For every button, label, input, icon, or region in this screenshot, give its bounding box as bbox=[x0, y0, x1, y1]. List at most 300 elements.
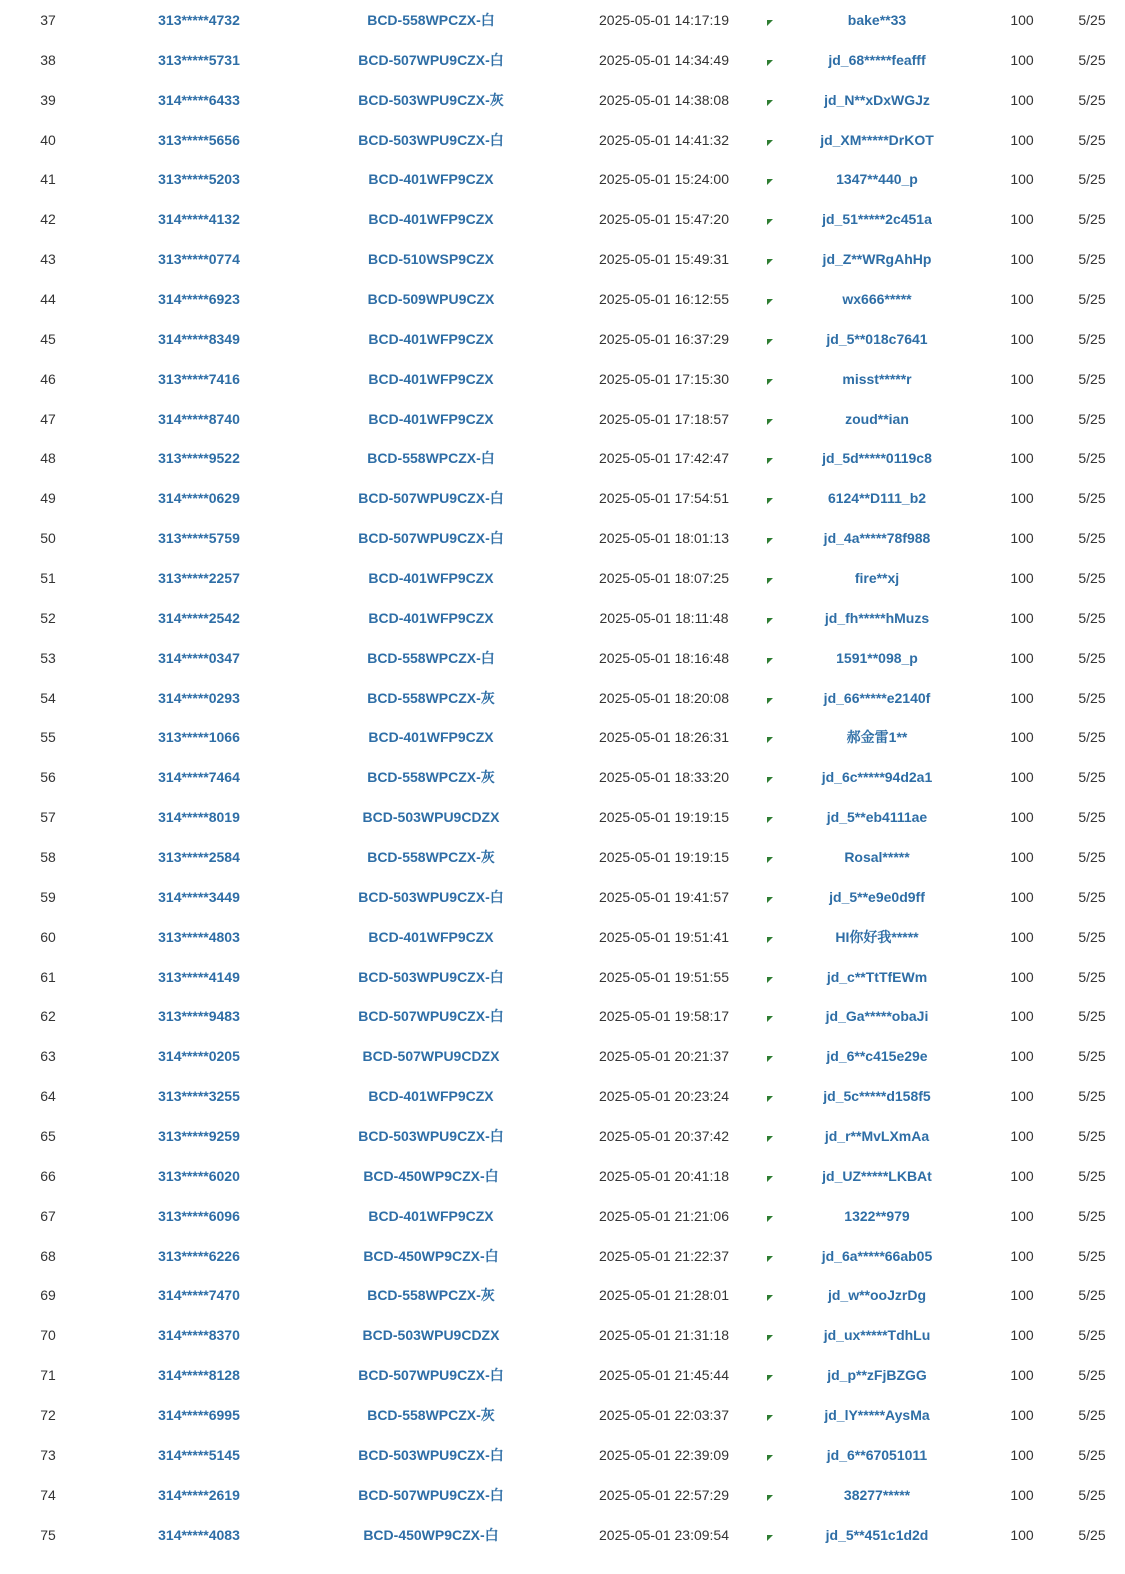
model-link[interactable]: BCD-558WPCZX-灰 bbox=[367, 689, 495, 706]
order-time: 2025-05-01 20:41:18 bbox=[599, 1167, 729, 1184]
row-number: 46 bbox=[40, 370, 56, 387]
quantity: 100 bbox=[1010, 1088, 1034, 1105]
table-row bbox=[0, 120, 1125, 160]
user-link[interactable]: jd_fh*****hMuzs bbox=[824, 609, 930, 626]
order-time: 2025-05-01 22:57:29 bbox=[599, 1486, 729, 1503]
row-number: 47 bbox=[40, 410, 56, 427]
user-link[interactable]: jd_51*****2c451a bbox=[822, 211, 932, 228]
user-link[interactable]: jd_4a*****78f988 bbox=[823, 530, 931, 547]
model-link[interactable]: BCD-507WPU9CZX-白 bbox=[358, 1486, 504, 1503]
order-time: 2025-05-01 23:09:54 bbox=[599, 1526, 729, 1543]
table-row bbox=[0, 837, 1125, 877]
order-time: 2025-05-01 18:16:48 bbox=[599, 649, 729, 666]
order-time: 2025-05-01 17:15:30 bbox=[599, 370, 729, 387]
order-time: 2025-05-01 16:12:55 bbox=[599, 290, 729, 307]
quantity: 100 bbox=[1010, 1327, 1034, 1344]
user-link[interactable]: jd_ux*****TdhLu bbox=[823, 1327, 931, 1344]
quantity: 100 bbox=[1010, 11, 1034, 28]
user-link[interactable]: jd_p**zFjBZGG bbox=[827, 1367, 927, 1384]
model-link[interactable]: BCD-558WPCZX-灰 bbox=[367, 1287, 495, 1304]
quantity: 100 bbox=[1010, 968, 1034, 985]
quantity: 100 bbox=[1010, 91, 1034, 108]
row-number: 75 bbox=[40, 1526, 56, 1543]
quantity: 100 bbox=[1010, 1048, 1034, 1065]
green-corner-flag-icon bbox=[767, 299, 773, 305]
user-link[interactable]: 郝金雷1** bbox=[846, 729, 908, 746]
model-link[interactable]: BCD-503WPU9CZX-灰 bbox=[358, 91, 504, 108]
rate: 5/25 bbox=[1078, 171, 1106, 188]
rate: 5/25 bbox=[1078, 729, 1106, 746]
quantity: 100 bbox=[1010, 370, 1034, 387]
rate: 5/25 bbox=[1078, 1127, 1106, 1144]
table-row bbox=[0, 1315, 1125, 1355]
quantity: 100 bbox=[1010, 290, 1034, 307]
row-number: 38 bbox=[40, 51, 56, 68]
user-link[interactable]: jd_6a*****66ab05 bbox=[821, 1247, 933, 1264]
quantity: 100 bbox=[1010, 1446, 1034, 1463]
table-row bbox=[0, 359, 1125, 399]
model-link[interactable]: BCD-558WPCZX-白 bbox=[367, 11, 495, 28]
quantity: 100 bbox=[1010, 569, 1034, 586]
order-time: 2025-05-01 16:37:29 bbox=[599, 330, 729, 347]
user-link[interactable]: jd_5c*****d158f5 bbox=[823, 1088, 931, 1105]
green-corner-flag-icon bbox=[767, 1136, 773, 1142]
order-id-link[interactable]: 314*****5145 bbox=[158, 1446, 240, 1463]
table-row bbox=[0, 1276, 1125, 1316]
order-time: 2025-05-01 18:20:08 bbox=[599, 689, 729, 706]
order-id-link[interactable]: 313*****9483 bbox=[158, 1008, 240, 1025]
rate: 5/25 bbox=[1078, 51, 1106, 68]
table-row bbox=[0, 1515, 1125, 1555]
rate: 5/25 bbox=[1078, 1287, 1106, 1304]
rate: 5/25 bbox=[1078, 211, 1106, 228]
quantity: 100 bbox=[1010, 769, 1034, 786]
rate: 5/25 bbox=[1078, 91, 1106, 108]
user-link[interactable]: 6124**D111_b2 bbox=[827, 490, 927, 507]
row-number: 45 bbox=[40, 330, 56, 347]
model-link[interactable]: BCD-510WSP9CZX bbox=[367, 251, 495, 268]
user-link[interactable]: jd_5**451c1d2d bbox=[825, 1526, 929, 1543]
order-id-link[interactable]: 313*****0774 bbox=[158, 251, 240, 268]
user-link[interactable]: 1322**979 bbox=[844, 1207, 910, 1224]
table-row bbox=[0, 518, 1125, 558]
model-link[interactable]: BCD-503WPU9CZX-白 bbox=[358, 888, 504, 905]
order-id-link[interactable]: 314*****4083 bbox=[158, 1526, 240, 1543]
order-id-link[interactable]: 314*****8370 bbox=[158, 1327, 240, 1344]
quantity: 100 bbox=[1010, 729, 1034, 746]
table-row bbox=[0, 797, 1125, 837]
user-link[interactable]: 38277***** bbox=[843, 1486, 911, 1503]
green-corner-flag-icon bbox=[767, 100, 773, 106]
rate: 5/25 bbox=[1078, 330, 1106, 347]
row-number: 69 bbox=[40, 1287, 56, 1304]
row-number: 63 bbox=[40, 1048, 56, 1065]
row-number: 37 bbox=[40, 11, 56, 28]
order-time: 2025-05-01 18:11:48 bbox=[599, 609, 729, 626]
quantity: 100 bbox=[1010, 1127, 1034, 1144]
table-row bbox=[0, 239, 1125, 279]
model-link[interactable]: BCD-503WPU9CZX-白 bbox=[358, 968, 504, 985]
rate: 5/25 bbox=[1078, 450, 1106, 467]
row-number: 53 bbox=[40, 649, 56, 666]
model-link[interactable]: BCD-507WPU9CZX-白 bbox=[358, 1367, 504, 1384]
order-time: 2025-05-01 21:31:18 bbox=[599, 1327, 729, 1344]
quantity: 100 bbox=[1010, 1526, 1034, 1543]
green-corner-flag-icon bbox=[767, 219, 773, 225]
green-corner-flag-icon bbox=[767, 1535, 773, 1541]
quantity: 100 bbox=[1010, 1207, 1034, 1224]
order-id-link[interactable]: 313*****4732 bbox=[158, 11, 240, 28]
order-time: 2025-05-01 15:47:20 bbox=[599, 211, 729, 228]
table-row bbox=[0, 1196, 1125, 1236]
order-id-link[interactable]: 313*****5731 bbox=[158, 51, 240, 68]
model-link[interactable]: BCD-503WPU9CZX-白 bbox=[358, 1127, 504, 1144]
user-link[interactable]: wx666***** bbox=[842, 290, 912, 307]
rate: 5/25 bbox=[1078, 848, 1106, 865]
rate: 5/25 bbox=[1078, 968, 1106, 985]
green-corner-flag-icon bbox=[767, 379, 773, 385]
table-row bbox=[0, 399, 1125, 439]
model-link[interactable]: BCD-450WP9CZX-白 bbox=[363, 1526, 499, 1543]
rate: 5/25 bbox=[1078, 1207, 1106, 1224]
model-link[interactable]: BCD-401WFP9CZX bbox=[368, 1207, 494, 1224]
order-time: 2025-05-01 15:49:31 bbox=[599, 251, 729, 268]
green-corner-flag-icon bbox=[767, 419, 773, 425]
order-id-link[interactable]: 313*****4803 bbox=[158, 928, 240, 945]
user-link[interactable]: jd_68*****feafff bbox=[828, 51, 926, 68]
row-number: 41 bbox=[40, 171, 56, 188]
table-row bbox=[0, 438, 1125, 478]
table-row bbox=[0, 917, 1125, 957]
row-number: 72 bbox=[40, 1407, 56, 1423]
quantity: 100 bbox=[1010, 211, 1034, 228]
model-link[interactable]: BCD-401WFP9CZX bbox=[368, 609, 494, 626]
table-row bbox=[0, 598, 1125, 638]
user-link[interactable]: jd_lY*****AysMa bbox=[824, 1407, 930, 1423]
order-id-link[interactable]: 313*****9522 bbox=[158, 450, 240, 467]
model-link[interactable]: BCD-558WPCZX-白 bbox=[367, 450, 495, 467]
order-id-link[interactable]: 313*****6020 bbox=[158, 1167, 240, 1184]
order-time: 2025-05-01 19:19:15 bbox=[599, 848, 729, 865]
green-corner-flag-icon bbox=[767, 857, 773, 863]
user-link[interactable]: jd_6**c415e29e bbox=[826, 1048, 928, 1065]
order-id-link[interactable]: 313*****6096 bbox=[158, 1207, 240, 1224]
green-corner-flag-icon bbox=[767, 179, 773, 185]
rate: 5/25 bbox=[1078, 809, 1106, 826]
table-row bbox=[0, 1076, 1125, 1116]
green-corner-flag-icon bbox=[767, 1295, 773, 1301]
order-id-link[interactable]: 314*****8019 bbox=[158, 809, 240, 826]
quantity: 100 bbox=[1010, 848, 1034, 865]
model-link[interactable]: BCD-401WFP9CZX bbox=[368, 729, 494, 746]
user-link[interactable]: Rosal***** bbox=[844, 848, 910, 865]
green-corner-flag-icon bbox=[767, 618, 773, 624]
model-link[interactable]: BCD-558WPCZX-灰 bbox=[367, 1407, 495, 1423]
user-link[interactable]: jd_5**018c7641 bbox=[826, 330, 928, 347]
table-row bbox=[0, 159, 1125, 199]
rate: 5/25 bbox=[1078, 1526, 1106, 1543]
order-time: 2025-05-01 19:51:55 bbox=[599, 968, 729, 985]
order-id-link[interactable]: 314*****7470 bbox=[158, 1287, 240, 1304]
model-link[interactable]: BCD-507WPU9CZX-白 bbox=[358, 51, 504, 68]
model-link[interactable]: BCD-401WFP9CZX bbox=[368, 928, 494, 945]
row-number: 51 bbox=[40, 569, 56, 586]
user-link[interactable]: fire**xj bbox=[854, 569, 900, 586]
model-link[interactable]: BCD-450WP9CZX-白 bbox=[363, 1247, 499, 1264]
row-number: 71 bbox=[40, 1367, 56, 1384]
row-number: 50 bbox=[40, 530, 56, 547]
table-row bbox=[0, 638, 1125, 678]
order-time: 2025-05-01 17:54:51 bbox=[599, 490, 729, 507]
row-number: 40 bbox=[40, 131, 56, 148]
order-time: 2025-05-01 14:41:32 bbox=[599, 131, 729, 148]
row-number: 42 bbox=[40, 211, 56, 228]
rate: 5/25 bbox=[1078, 251, 1106, 268]
green-corner-flag-icon bbox=[767, 658, 773, 664]
rate: 5/25 bbox=[1078, 131, 1106, 148]
rate: 5/25 bbox=[1078, 569, 1106, 586]
model-link[interactable]: BCD-558WPCZX-灰 bbox=[367, 769, 495, 786]
order-id-link[interactable]: 313*****7416 bbox=[158, 370, 240, 387]
model-link[interactable]: BCD-509WPU9CZX bbox=[367, 290, 495, 307]
order-id-link[interactable]: 314*****2542 bbox=[158, 609, 240, 626]
order-id-link[interactable]: 313*****5656 bbox=[158, 131, 240, 148]
order-id-link[interactable]: 314*****0629 bbox=[158, 490, 240, 507]
model-link[interactable]: BCD-558WPCZX-灰 bbox=[367, 848, 495, 865]
order-id-link[interactable]: 313*****6226 bbox=[158, 1247, 240, 1264]
quantity: 100 bbox=[1010, 928, 1034, 945]
quantity: 100 bbox=[1010, 410, 1034, 427]
model-link[interactable]: BCD-503WPU9CDZX bbox=[362, 1327, 500, 1344]
row-number: 62 bbox=[40, 1008, 56, 1025]
user-link[interactable]: jd_Z**WRgAhHp bbox=[822, 251, 932, 268]
model-link[interactable]: BCD-401WFP9CZX bbox=[368, 569, 494, 586]
order-id-link[interactable]: 313*****2584 bbox=[158, 848, 240, 865]
model-link[interactable]: BCD-450WP9CZX-白 bbox=[363, 1167, 499, 1184]
user-link[interactable]: jd_6c*****94d2a1 bbox=[821, 769, 933, 786]
order-id-link[interactable]: 313*****1066 bbox=[158, 729, 240, 746]
green-corner-flag-icon bbox=[767, 458, 773, 464]
green-corner-flag-icon bbox=[767, 817, 773, 823]
order-time: 2025-05-01 20:37:42 bbox=[599, 1127, 729, 1144]
table-row bbox=[0, 1116, 1125, 1156]
order-id-link[interactable]: 313*****9259 bbox=[158, 1127, 240, 1144]
order-time: 2025-05-01 20:21:37 bbox=[599, 1048, 729, 1065]
order-id-link[interactable]: 314*****8740 bbox=[158, 410, 240, 427]
green-corner-flag-icon bbox=[767, 937, 773, 943]
model-link[interactable]: BCD-507WPU9CZX-白 bbox=[358, 1008, 504, 1025]
table-row bbox=[0, 279, 1125, 319]
user-link[interactable]: jd_UZ*****LKBAt bbox=[822, 1167, 932, 1184]
green-corner-flag-icon bbox=[767, 60, 773, 66]
row-number: 58 bbox=[40, 848, 56, 865]
rate: 5/25 bbox=[1078, 769, 1106, 786]
green-corner-flag-icon bbox=[767, 498, 773, 504]
green-corner-flag-icon bbox=[767, 259, 773, 265]
model-link[interactable]: BCD-507WPU9CZX-白 bbox=[358, 490, 504, 507]
order-id-link[interactable]: 314*****0205 bbox=[158, 1048, 240, 1065]
user-link[interactable]: jd_6**67051011 bbox=[826, 1446, 928, 1463]
quantity: 100 bbox=[1010, 1407, 1034, 1423]
row-number: 74 bbox=[40, 1486, 56, 1503]
order-id-link[interactable]: 313*****5759 bbox=[158, 530, 240, 547]
rate: 5/25 bbox=[1078, 1446, 1106, 1463]
table-row bbox=[0, 957, 1125, 997]
user-link[interactable]: jd_w**ooJzrDg bbox=[827, 1287, 927, 1304]
rate: 5/25 bbox=[1078, 1367, 1106, 1384]
rate: 5/25 bbox=[1078, 1048, 1106, 1065]
order-id-link[interactable]: 314*****3449 bbox=[158, 888, 240, 905]
rate: 5/25 bbox=[1078, 928, 1106, 945]
row-number: 56 bbox=[40, 769, 56, 786]
table-row bbox=[0, 478, 1125, 518]
row-number: 65 bbox=[40, 1127, 56, 1144]
green-corner-flag-icon bbox=[767, 1096, 773, 1102]
quantity: 100 bbox=[1010, 1247, 1034, 1264]
rate: 5/25 bbox=[1078, 1167, 1106, 1184]
green-corner-flag-icon bbox=[767, 140, 773, 146]
row-number: 57 bbox=[40, 809, 56, 826]
user-link[interactable]: jd_XM*****DrKOT bbox=[820, 131, 934, 148]
rate: 5/25 bbox=[1078, 609, 1106, 626]
order-time: 2025-05-01 19:51:41 bbox=[599, 928, 729, 945]
order-time: 2025-05-01 18:07:25 bbox=[599, 569, 729, 586]
order-id-link[interactable]: 313*****3255 bbox=[158, 1088, 240, 1105]
order-time: 2025-05-01 18:33:20 bbox=[599, 769, 729, 786]
model-link[interactable]: BCD-503WPU9CZX-白 bbox=[358, 131, 504, 148]
order-id-link[interactable]: 313*****2257 bbox=[158, 569, 240, 586]
green-corner-flag-icon bbox=[767, 1455, 773, 1461]
green-corner-flag-icon bbox=[767, 897, 773, 903]
user-link[interactable]: HI你好我***** bbox=[835, 928, 919, 945]
model-link[interactable]: BCD-507WPU9CZX-白 bbox=[358, 530, 504, 547]
quantity: 100 bbox=[1010, 490, 1034, 507]
green-corner-flag-icon bbox=[767, 1375, 773, 1381]
table-row bbox=[0, 1236, 1125, 1276]
model-link[interactable]: BCD-507WPU9CDZX bbox=[362, 1048, 500, 1065]
order-id-link[interactable]: 314*****4132 bbox=[158, 211, 240, 228]
order-time: 2025-05-01 14:38:08 bbox=[599, 91, 729, 108]
rate: 5/25 bbox=[1078, 1088, 1106, 1105]
rate: 5/25 bbox=[1078, 1247, 1106, 1264]
user-link[interactable]: jd_Ga*****obaJi bbox=[825, 1008, 929, 1025]
model-link[interactable]: BCD-401WFP9CZX bbox=[368, 370, 494, 387]
row-number: 66 bbox=[40, 1167, 56, 1184]
rate: 5/25 bbox=[1078, 290, 1106, 307]
order-id-link[interactable]: 314*****6433 bbox=[158, 91, 240, 108]
green-corner-flag-icon bbox=[767, 1016, 773, 1022]
order-id-link[interactable]: 314*****8128 bbox=[158, 1367, 240, 1384]
row-number: 68 bbox=[40, 1247, 56, 1264]
green-corner-flag-icon bbox=[767, 1335, 773, 1341]
order-time: 2025-05-01 22:39:09 bbox=[599, 1446, 729, 1463]
row-number: 52 bbox=[40, 609, 56, 626]
quantity: 100 bbox=[1010, 450, 1034, 467]
quantity: 100 bbox=[1010, 1287, 1034, 1304]
rate: 5/25 bbox=[1078, 1008, 1106, 1025]
model-link[interactable]: BCD-401WFP9CZX bbox=[368, 410, 494, 427]
green-corner-flag-icon bbox=[767, 737, 773, 743]
order-id-link[interactable]: 314*****6923 bbox=[158, 290, 240, 307]
model-link[interactable]: BCD-401WFP9CZX bbox=[368, 330, 494, 347]
user-link[interactable]: zoud**ian bbox=[845, 410, 909, 427]
quantity: 100 bbox=[1010, 689, 1034, 706]
model-link[interactable]: BCD-401WFP9CZX bbox=[368, 171, 494, 188]
order-id-link[interactable]: 313*****5203 bbox=[158, 171, 240, 188]
order-id-link[interactable]: 314*****0347 bbox=[158, 649, 240, 666]
model-link[interactable]: BCD-558WPCZX-白 bbox=[367, 649, 495, 666]
table-row bbox=[0, 877, 1125, 917]
order-time: 2025-05-01 17:42:47 bbox=[599, 450, 729, 467]
order-id-link[interactable]: 314*****2619 bbox=[158, 1486, 240, 1503]
model-link[interactable]: BCD-401WFP9CZX bbox=[368, 1088, 494, 1105]
order-id-link[interactable]: 314*****7464 bbox=[158, 769, 240, 786]
user-link[interactable]: jd_r**MvLXmAa bbox=[824, 1127, 930, 1144]
user-link[interactable]: misst*****r bbox=[842, 370, 912, 387]
order-id-link[interactable]: 314*****8349 bbox=[158, 330, 240, 347]
user-link[interactable]: jd_c**TtTfEWm bbox=[826, 968, 928, 985]
quantity: 100 bbox=[1010, 1486, 1034, 1503]
green-corner-flag-icon bbox=[767, 1495, 773, 1501]
table-row bbox=[0, 717, 1125, 757]
green-corner-flag-icon bbox=[767, 977, 773, 983]
order-time: 2025-05-01 20:23:24 bbox=[599, 1088, 729, 1105]
row-number: 70 bbox=[40, 1327, 56, 1344]
green-corner-flag-icon bbox=[767, 1056, 773, 1062]
rate: 5/25 bbox=[1078, 530, 1106, 547]
order-time: 2025-05-01 21:21:06 bbox=[599, 1207, 729, 1224]
user-link[interactable]: 1347**440_p bbox=[836, 171, 918, 188]
model-link[interactable]: BCD-401WFP9CZX bbox=[368, 211, 494, 228]
green-corner-flag-icon bbox=[767, 1176, 773, 1182]
quantity: 100 bbox=[1010, 530, 1034, 547]
row-number: 60 bbox=[40, 928, 56, 945]
row-number: 61 bbox=[40, 968, 56, 985]
user-link[interactable]: jd_5d*****0119c8 bbox=[822, 450, 932, 467]
green-corner-flag-icon bbox=[767, 1415, 773, 1421]
user-link[interactable]: 1591**098_p bbox=[836, 649, 918, 666]
row-number: 43 bbox=[40, 251, 56, 268]
row-number: 67 bbox=[40, 1207, 56, 1224]
order-id-link[interactable]: 314*****6995 bbox=[158, 1407, 240, 1423]
model-link[interactable]: BCD-503WPU9CZX-白 bbox=[358, 1446, 504, 1463]
user-link[interactable]: jd_66*****e2140f bbox=[823, 689, 931, 706]
green-corner-flag-icon bbox=[767, 698, 773, 704]
order-time: 2025-05-01 19:58:17 bbox=[599, 1008, 729, 1025]
table-row bbox=[0, 1355, 1125, 1395]
quantity: 100 bbox=[1010, 809, 1034, 826]
quantity: 100 bbox=[1010, 131, 1034, 148]
order-id-link[interactable]: 313*****4149 bbox=[158, 968, 240, 985]
table-row bbox=[0, 1475, 1125, 1515]
green-corner-flag-icon bbox=[767, 538, 773, 544]
user-link[interactable]: bake**33 bbox=[847, 11, 907, 28]
order-id-link[interactable]: 314*****0293 bbox=[158, 689, 240, 706]
quantity: 100 bbox=[1010, 1008, 1034, 1025]
green-corner-flag-icon bbox=[767, 777, 773, 783]
order-time: 2025-05-01 22:03:37 bbox=[599, 1407, 729, 1423]
user-link[interactable]: jd_N**xDxWGJz bbox=[824, 91, 930, 108]
user-link[interactable]: jd_5**e9e0d9ff bbox=[829, 888, 925, 905]
order-time: 2025-05-01 15:24:00 bbox=[599, 171, 729, 188]
user-link[interactable]: jd_5**eb4111ae bbox=[826, 809, 928, 826]
rate: 5/25 bbox=[1078, 1486, 1106, 1503]
row-number: 73 bbox=[40, 1446, 56, 1463]
row-number: 54 bbox=[40, 689, 56, 706]
table-row bbox=[0, 80, 1125, 120]
model-link[interactable]: BCD-503WPU9CDZX bbox=[362, 809, 500, 826]
table-row bbox=[0, 199, 1125, 239]
